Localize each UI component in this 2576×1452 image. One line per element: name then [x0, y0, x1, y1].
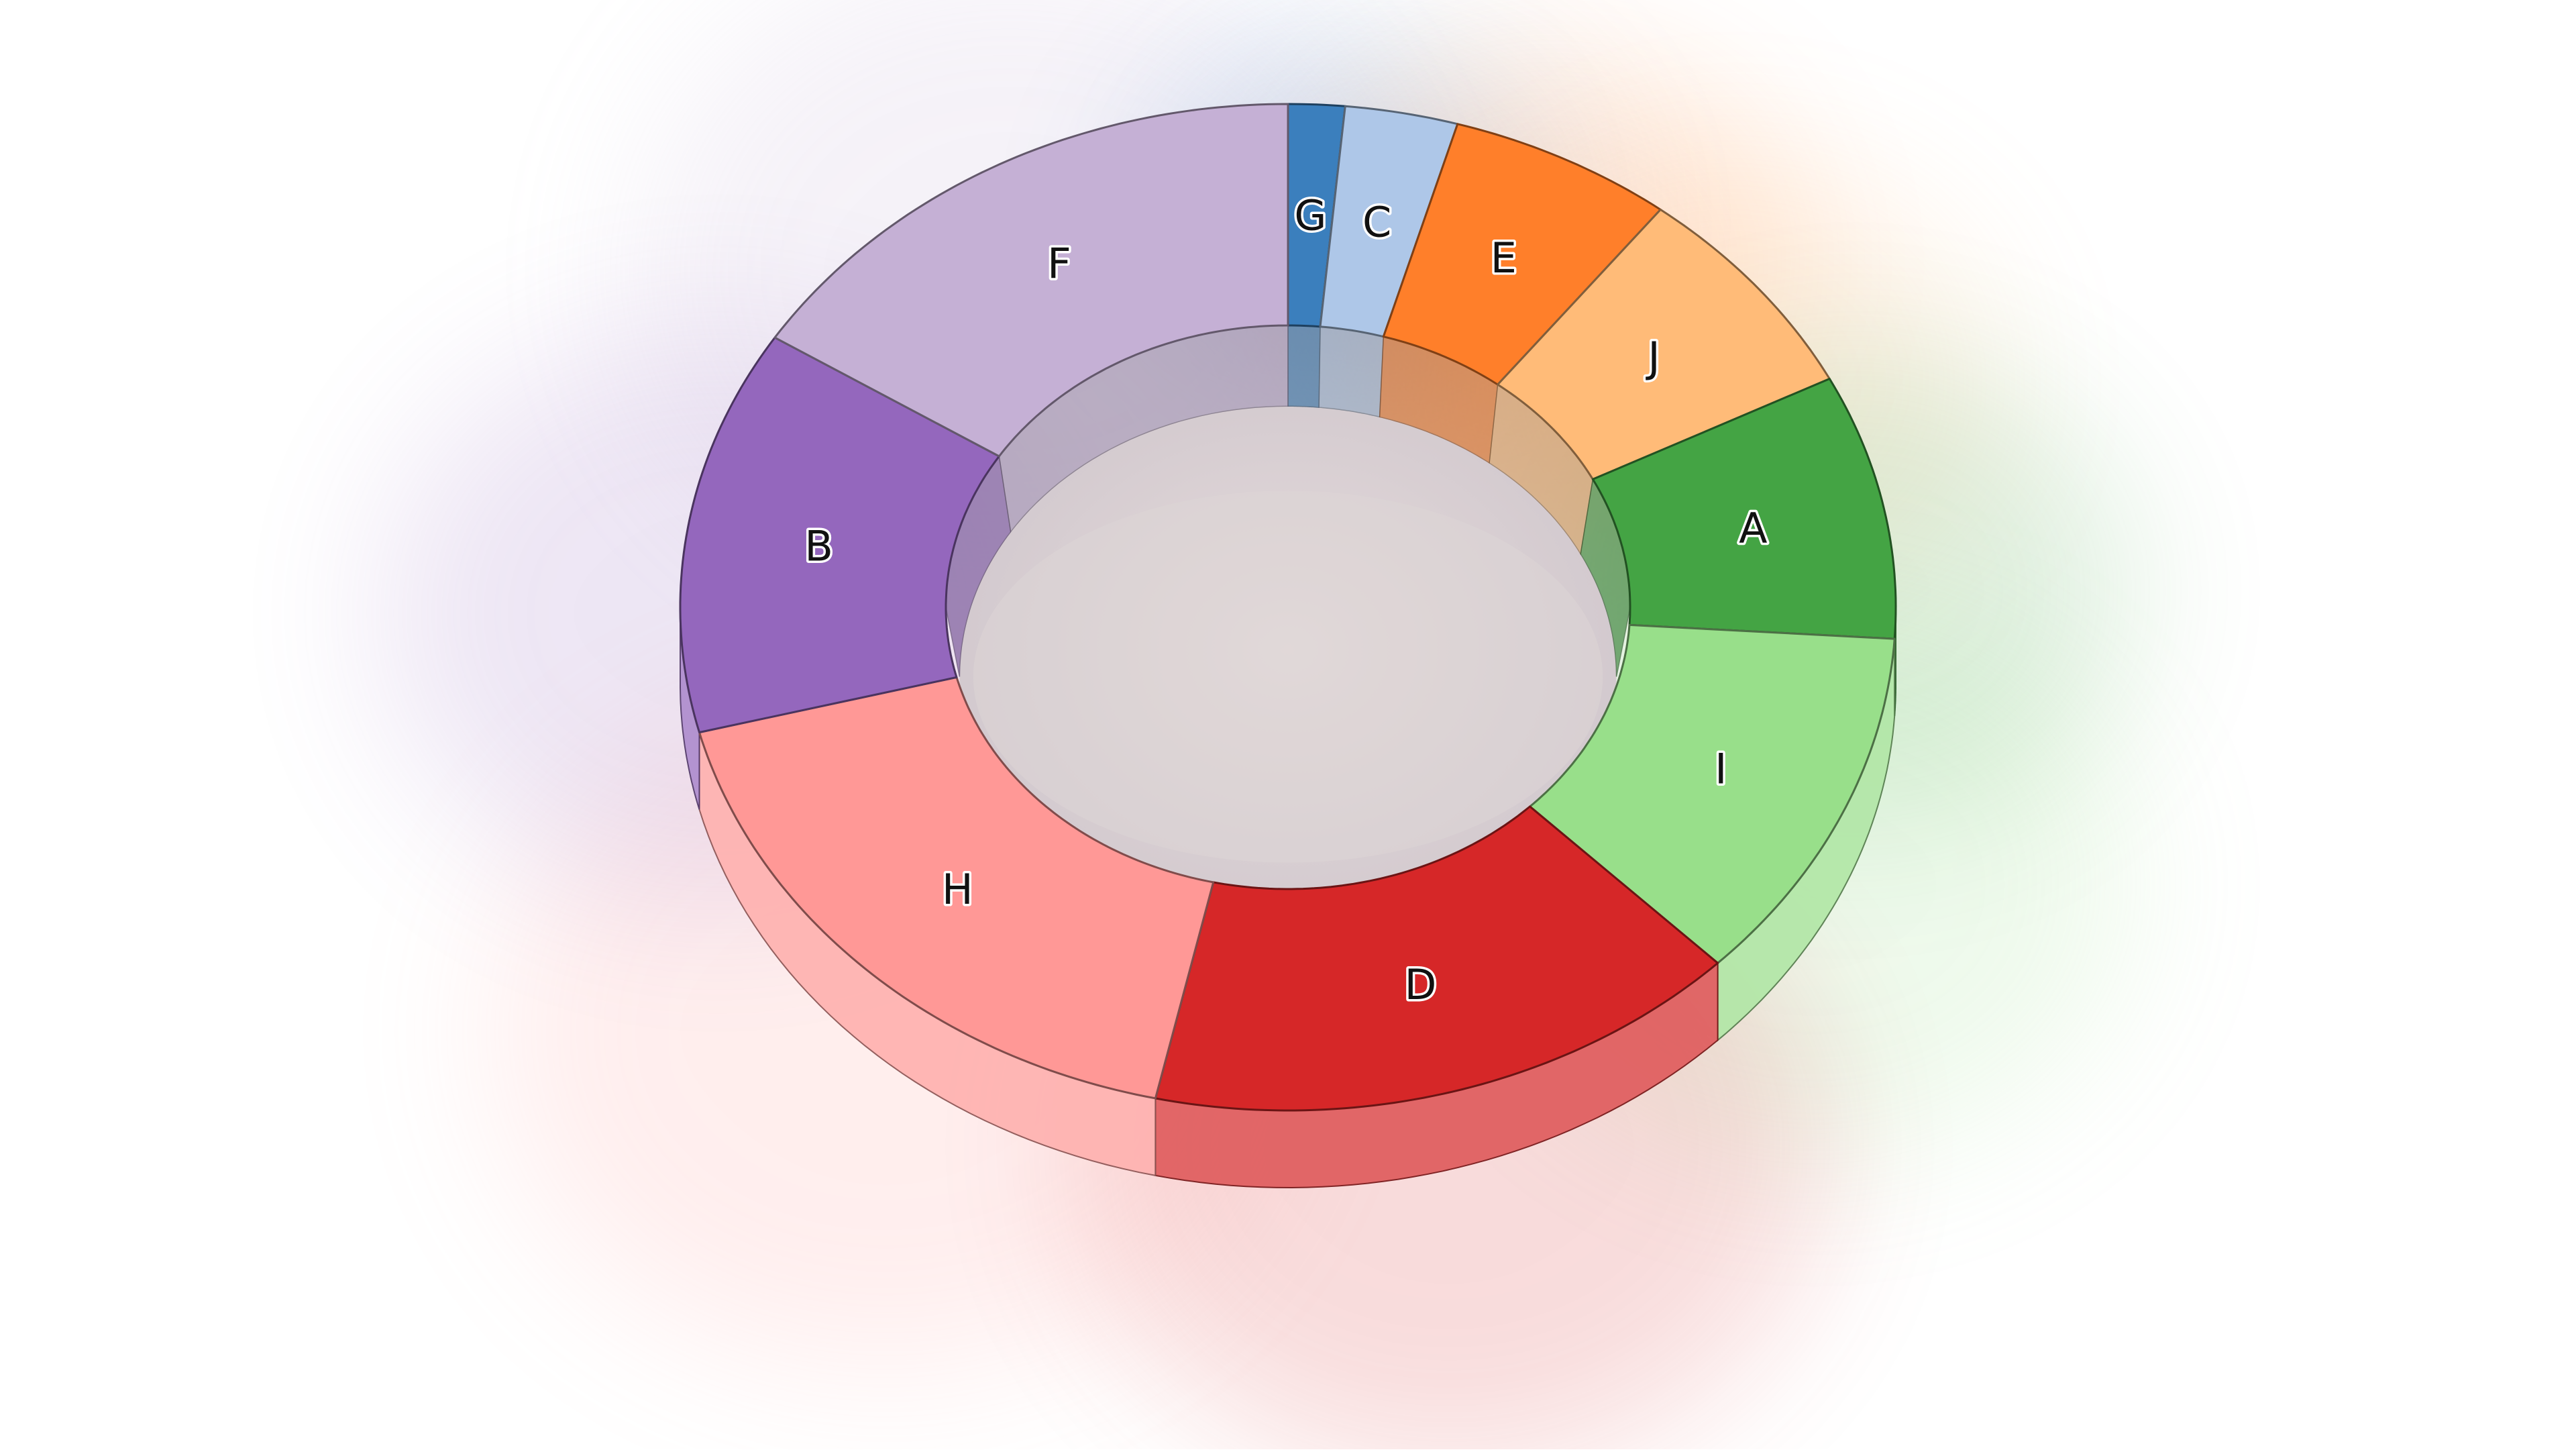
inner-wall-c-0 [1319, 327, 1383, 417]
slice-label-d: D [1404, 960, 1437, 1009]
slice-label-j: J [1648, 333, 1660, 382]
slice-label-g: G [1294, 191, 1327, 240]
slice-label-b: B [804, 521, 833, 571]
inner-wall-g-0 [1288, 325, 1320, 407]
slice-label-c: C [1362, 197, 1392, 247]
slice-label-a: A [1739, 503, 1768, 553]
hole-glare [973, 490, 1603, 862]
slice-label-h: H [941, 865, 973, 915]
slice-label-i: I [1715, 744, 1727, 794]
slice-label-e: E [1490, 233, 1517, 282]
slice-label-f: F [1047, 239, 1071, 289]
